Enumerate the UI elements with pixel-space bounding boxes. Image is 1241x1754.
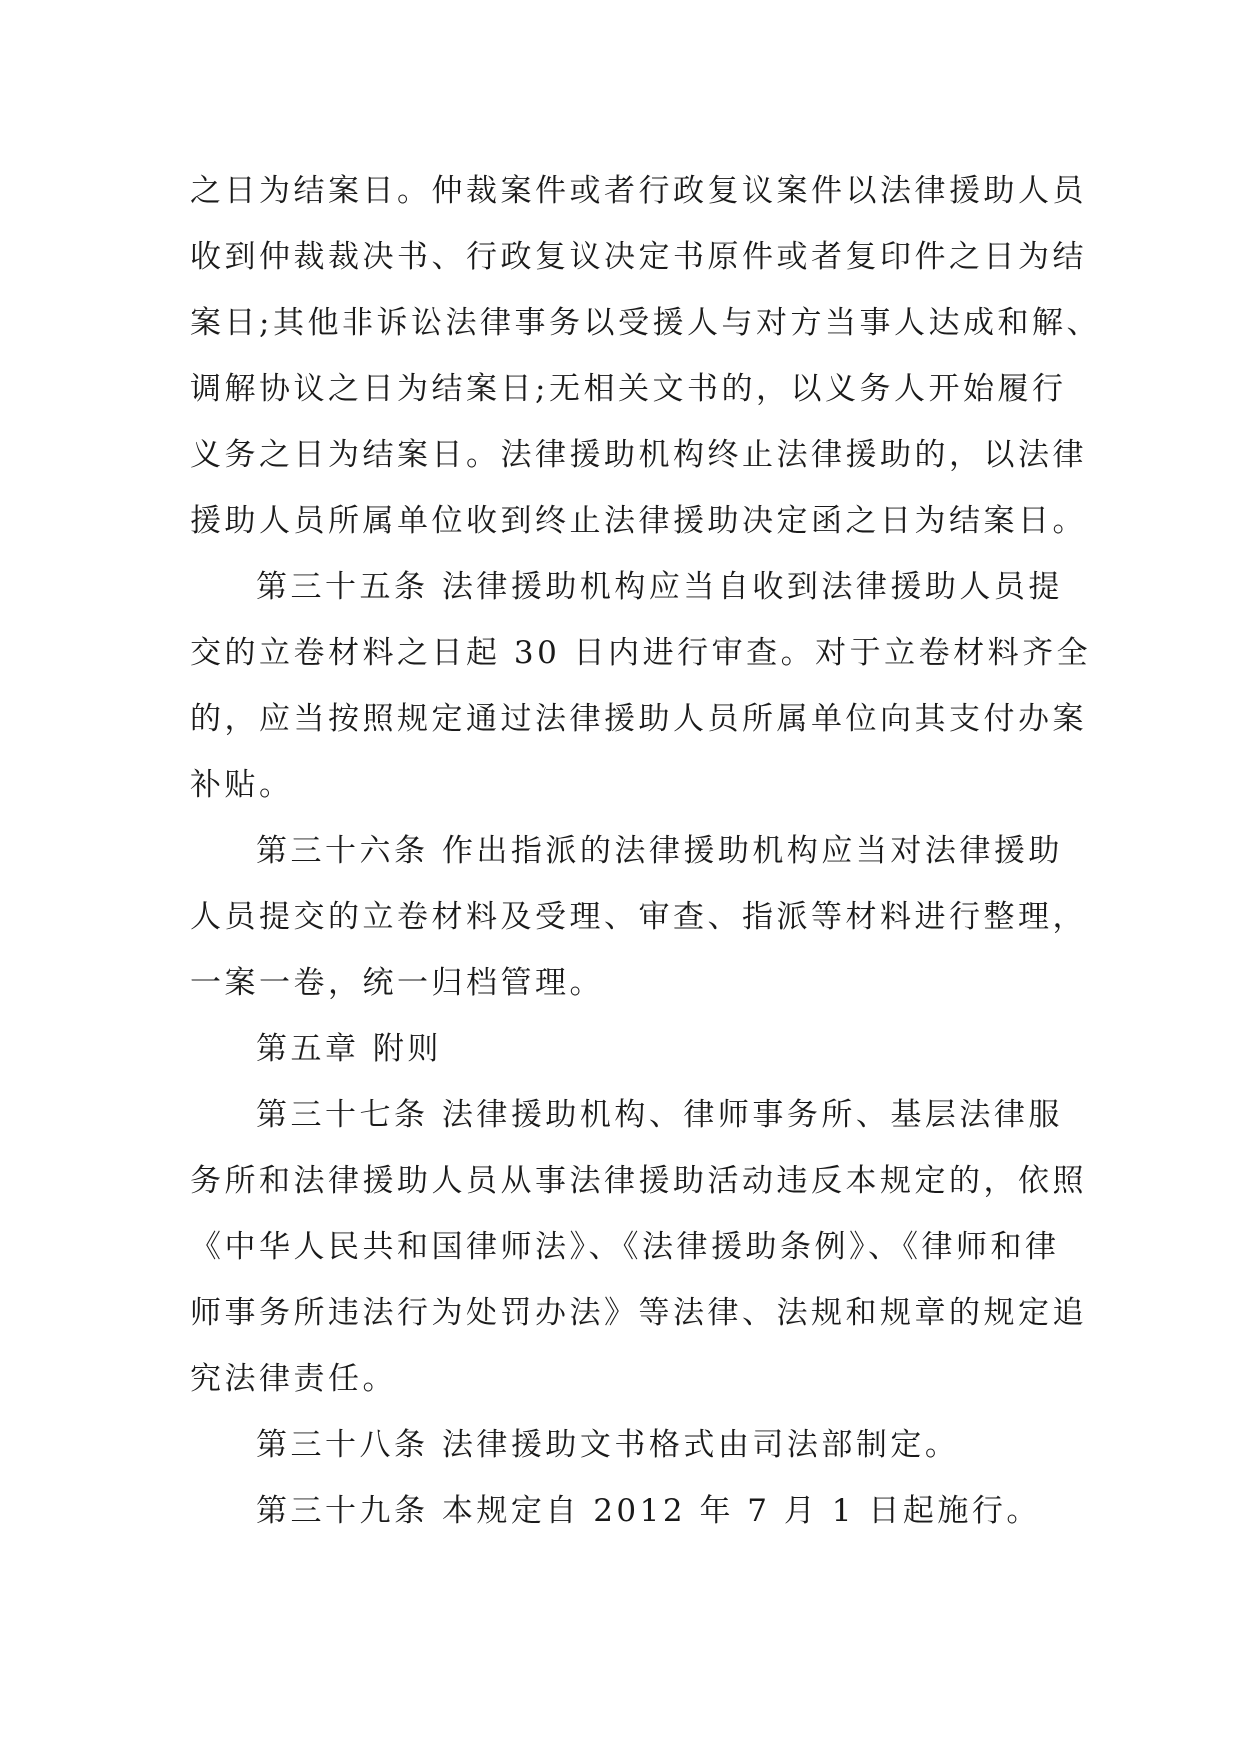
text-line: 义务之日为结案日。法律援助机构终止法律援助的，以法律 [190, 437, 1087, 473]
text-line: 调解协议之日为结案日;无相关文书的，以义务人开始履行 [190, 371, 1067, 407]
text-line: 收到仲裁裁决书、行政复议决定书原件或者复印件之日为结 [190, 239, 1087, 275]
article-37-heading-line: 第三十七条 法律援助机构、律师事务所、基层法律服 [256, 1097, 1063, 1133]
article-36-heading-line: 第三十六条 作出指派的法律援助机构应当对法律援助 [256, 833, 1063, 869]
text-line: 补贴。 [190, 767, 294, 803]
text-line: 人员提交的立卷材料及受理、审查、指派等材料进行整理， [190, 899, 1087, 935]
text-line: 案日;其他非诉讼法律事务以受援人与对方当事人达成和解、 [190, 305, 1101, 341]
text-line: 援助人员所属单位收到终止法律援助决定函之日为结案日。 [190, 503, 1087, 539]
article-38-line: 第三十八条 法律援助文书格式由司法部制定。 [256, 1427, 960, 1463]
text-line: 一案一卷，统一归档管理。 [190, 965, 604, 1001]
text-line: 师事务所违法行为处罚办法》等法律、法规和规章的规定追 [190, 1295, 1087, 1331]
text-line: 之日为结案日。仲裁案件或者行政复议案件以法律援助人员 [190, 173, 1087, 209]
text-line: 交的立卷材料之日起 30 日内进行审查。对于立卷材料齐全 [190, 635, 1092, 671]
document-body [190, 158, 1101, 1544]
article-35-heading-line: 第三十五条 法律援助机构应当自收到法律援助人员提 [256, 569, 1063, 605]
chapter-5-heading: 第五章 附则 [256, 1031, 442, 1067]
article-39-line: 第三十九条 本规定自 2012 年 7 月 1 日起施行。 [256, 1493, 1041, 1529]
text-line: 究法律责任。 [190, 1361, 397, 1397]
text-line: 务所和法律援助人员从事法律援助活动违反本规定的，依照 [190, 1163, 1087, 1199]
text-line: 《中华人民共和国律师法》、《法律援助条例》、《律师和律 [190, 1229, 1060, 1265]
text-line: 的，应当按照规定通过法律援助人员所属单位向其支付办案 [190, 701, 1087, 737]
